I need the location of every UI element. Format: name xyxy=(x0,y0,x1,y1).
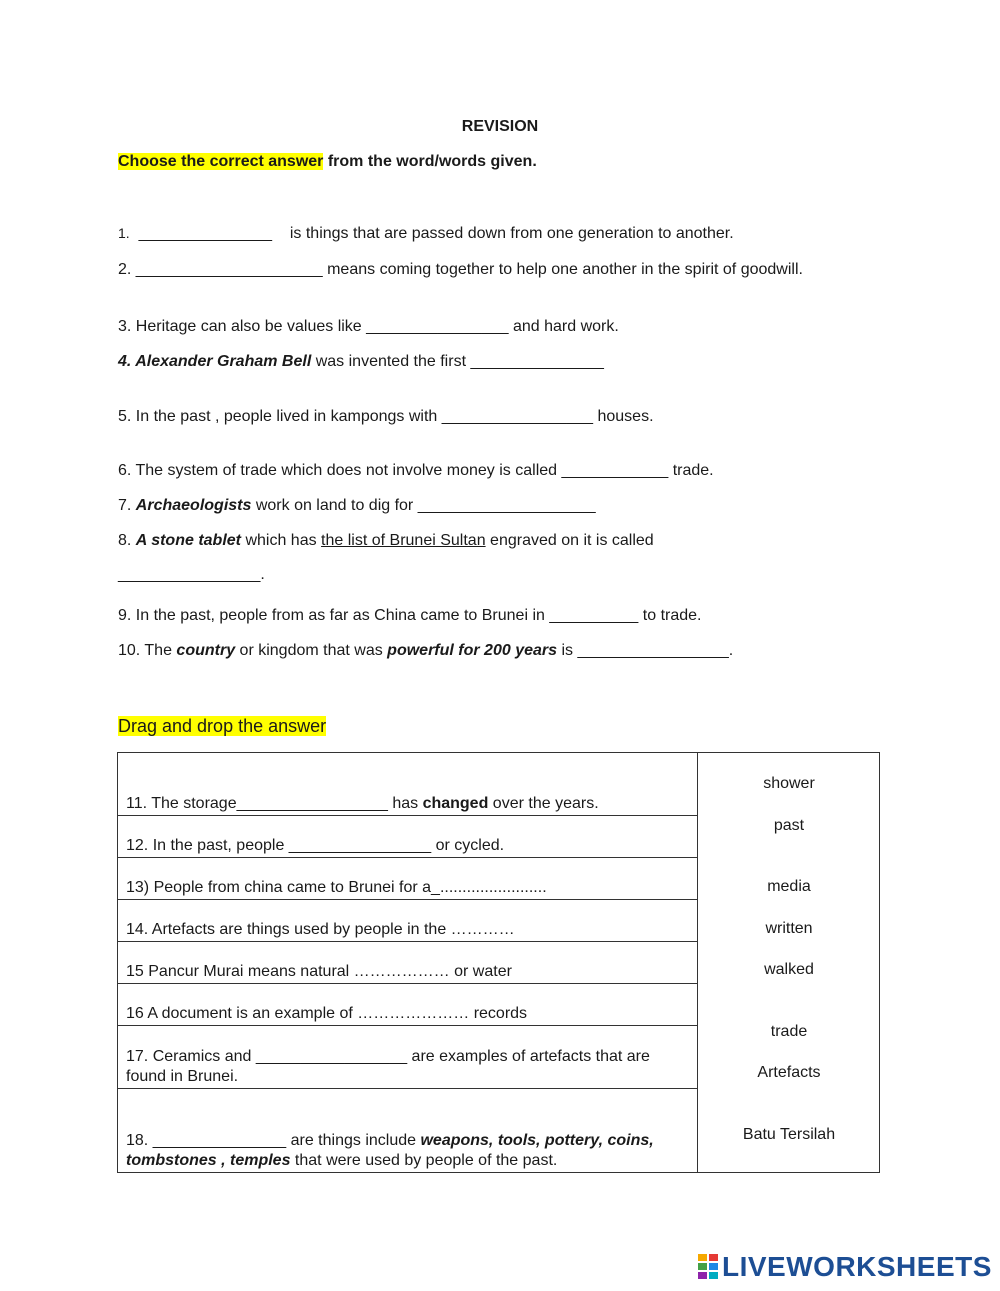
question-10-c: is _________________. xyxy=(557,642,734,659)
word-bank-item[interactable]: media xyxy=(767,878,811,895)
question-3: 3. Heritage can also be values like ________________ and hard work. xyxy=(118,318,619,335)
page-title: REVISION xyxy=(461,118,539,135)
question-10-powerful: powerful for 200 years xyxy=(387,642,558,659)
question-5: 5. In the past , people lived in kampongs with _________________ houses. xyxy=(118,408,654,425)
drag-row-13[interactable]: 13) People from china came to Brunei for a_........................ xyxy=(118,858,698,900)
instruction xyxy=(118,153,537,171)
question-10-b: or kingdom that was xyxy=(235,642,388,659)
question-8-mid: which has xyxy=(241,532,322,549)
question-4-text: was invented the first _______________ xyxy=(311,353,604,370)
logo-blocks-icon xyxy=(697,1252,719,1280)
question-4-prefix: 4. Alexander Graham Bell xyxy=(118,353,312,370)
drag-row-18-c: that were used by people of the past. xyxy=(290,1152,558,1169)
question-7-bold: Archaeologists xyxy=(135,497,252,514)
drag-row-11-a: 11. The storage_________________ has xyxy=(126,795,423,812)
question-10 xyxy=(118,642,733,660)
question-4 xyxy=(118,353,604,371)
logo-text: LIVEWORKSHEETS xyxy=(722,1251,992,1282)
question-6: 6. The system of trade which does not involve money is called ____________ trade. xyxy=(118,462,714,479)
drag-row-12[interactable]: 12. In the past, people ________________ or cycled. xyxy=(118,816,698,858)
drag-section-title xyxy=(118,716,326,737)
drag-row-16[interactable]: 16 A document is an example of ………………… records xyxy=(118,984,698,1026)
question-2: 2. _____________________ means coming together to help one another in the spirit of goodwill. xyxy=(118,261,803,278)
drag-row-11-c: over the years. xyxy=(488,795,599,812)
word-bank-item[interactable]: shower xyxy=(763,775,815,792)
drag-row-17[interactable]: 17. Ceramics and _________________ are examples of artefacts that are found in Brunei. xyxy=(118,1026,698,1089)
word-bank-item[interactable]: Artefacts xyxy=(757,1064,821,1081)
instruction-highlight: Choose the correct answer xyxy=(118,153,324,170)
question-7-text: work on land to dig for ____________________ xyxy=(251,497,596,514)
question-8-bold: A stone tablet xyxy=(135,532,241,549)
question-7 xyxy=(118,497,596,515)
question-8-blank[interactable]: ________________. xyxy=(118,566,265,583)
drag-row-14[interactable]: 14. Artefacts are things used by people in the ………… xyxy=(118,900,698,942)
word-bank xyxy=(698,753,880,1173)
drag-title-highlight: Drag and drop the answer xyxy=(118,716,327,736)
question-7-number: 7. xyxy=(118,497,136,514)
word-bank-item[interactable]: past xyxy=(773,817,805,834)
drag-row-11-bold: changed xyxy=(422,795,489,812)
question-9: 9. In the past, people from as far as China came to Brunei in __________ to trade. xyxy=(118,607,702,624)
drag-row-11 xyxy=(118,753,698,816)
question-1-number: 1. xyxy=(118,225,130,241)
question-10-a: 10. The xyxy=(118,642,177,659)
question-10-country: country xyxy=(176,642,236,659)
question-1-blank[interactable]: _______________ xyxy=(138,225,273,242)
word-bank-item[interactable]: Batu Tersilah xyxy=(742,1126,836,1143)
drag-row-18[interactable] xyxy=(118,1089,698,1173)
drag-row-18-bold: weapons, tools, pottery, coins, tombstones , temples xyxy=(126,1132,654,1169)
question-8-end: engraved on it is called xyxy=(485,532,654,549)
question-8 xyxy=(118,532,654,550)
question-8-underlined: the list of Brunei Sultan xyxy=(321,532,486,549)
question-8-number: 8. xyxy=(118,532,136,549)
instruction-rest: from the word/words given. xyxy=(323,153,537,170)
word-bank-item[interactable]: walked xyxy=(764,961,814,978)
drag-row-18-a: 18. _______________ are things include xyxy=(126,1132,421,1149)
word-bank-item[interactable]: trade xyxy=(770,1023,808,1040)
drag-drop-table xyxy=(117,752,880,1173)
question-1-text: is things that are passed down from one generation to another. xyxy=(289,225,734,242)
liveworksheets-logo xyxy=(697,1251,992,1283)
drag-row-15[interactable]: 15 Pancur Murai means natural ……………… or water xyxy=(118,942,698,984)
word-bank-item[interactable]: written xyxy=(765,920,813,937)
question-1 xyxy=(118,225,734,243)
